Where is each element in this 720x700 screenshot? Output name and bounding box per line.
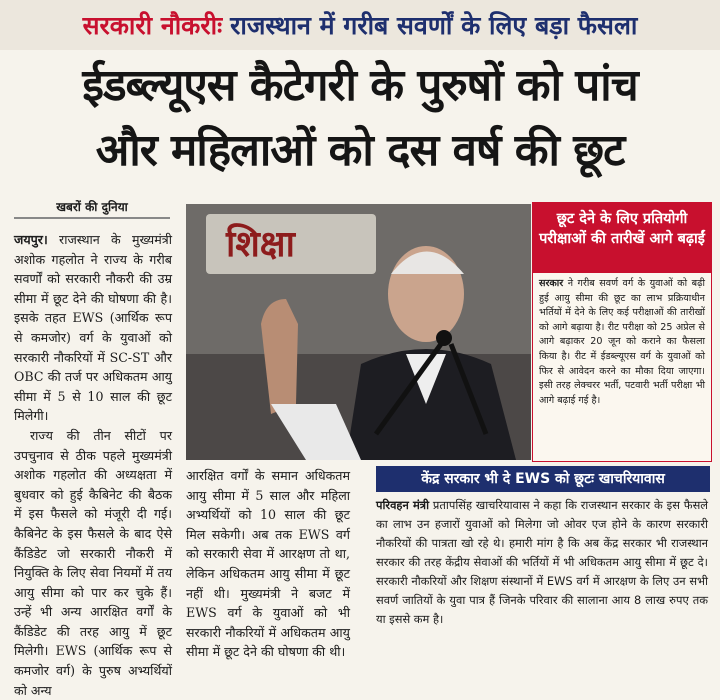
sidebar-exam-dates bbox=[532, 202, 712, 462]
sidebar-text: ने गरीब सवर्ण वर्ग के युवाओं को बढ़ी हुई आयु सीमा की छूट का लाभ प्रक्रियाधीन भर्तियों में देने के लिए कई परीक्षाओं की तारीखों को आगे बढ़ाया है। रीट परीक्षा को 25 अप्रेल से आगे बढ़ाकर 20 जून को कराने का फैसला किया है। रीट में ईडब्ल्यूएस वर्ग के युवाओं को फिर से आवेदन करने का मौका दिया जाएगा। इसी तरह लेक्चरर भर्ती, पटवारी भर्ती परीक्षा भी आगे बढ़ाई गई है। bbox=[539, 278, 705, 406]
sidebar-body bbox=[533, 273, 711, 412]
person-speaking-photo-icon bbox=[186, 204, 531, 460]
central-govt-lead: परिवहन मंत्री bbox=[376, 498, 430, 512]
story-column-1 bbox=[14, 230, 172, 700]
section-kicker: सरकारी नौकरीः bbox=[82, 11, 223, 40]
story-paragraph-1: राजस्थान के मुख्यमंत्री अशोक गहलोत ने राज्य के गरीब सवर्णों को सरकारी नौकरी की उम्र सीमा में छूट देने की घोषणा की है। इसके तहत EWS (आर्थिक रूप से कमजोर) वर्ग के युवाओं को सरकारी नौकरियों में SC-ST और OBC की तर्ज पर अधिकतम आयु सीमा में 5 से 10 साल की छूट मिलेगी। bbox=[14, 232, 172, 424]
story-paragraph-2: राज्य की तीन सीटों पर उपचुनाव से ठीक पहले मुख्यमंत्री अशोक गहलोत की अध्यक्षता में बुधवार को हुई कैबिनेट की बैठक में इस फैसले को मंजूरी दी गई। कैबिनेट के इस फैसले के बाद ऐसे कैंडिडेट जो सरकारी नौकरी में नियुक्ति के लिए सेवा नियमों में तय आयु सीमा को पार कर चुके हैं। उन्हें भी अन्य आरक्षित वर्गों के कैंडिडेट की तरह आयु में छूट मिलेगी। EWS (आर्थिक रूप से कमजोर वर्ग) के पुरुष अभ्यर्थियों को अन्य bbox=[14, 427, 172, 698]
central-govt-text: प्रतापसिंह खाचरियावास ने कहा कि राजस्थान सरकार के इस फैसले का लाभ उन हजारों युवाओं को मिलेगा जो ओवर एज होने के कारण सरकारी नौकरियों की पात्रता खो रहे थे। हमारी मांग है कि अब केंद्र सरकार भी राजस्थान सरकार की तरह केंद्रीय सेवाओं की भर्तियों में भी अधिकतम आयु सीमा में छूट दे। सरकारी नौकरियों और शिक्षण संस्थानों में EWS वर्ग में आरक्षण के लिए उन सभी सवर्ण जातियों के युवा पात्र हैं जिनके परिवार की सालाना आय 8 लाख रुपए तक या इससे कम है। bbox=[376, 498, 708, 626]
sidebar-heading: छूट देने के लिए प्रतियोगी परीक्षाओं की तारीखें आगे बढ़ाईं bbox=[533, 203, 711, 273]
story-paragraph-3: आरक्षित वर्गों के समान अधिकतम आयु सीमा में 5 साल और महिला अभ्यर्थियों को 10 साल की छूट मिल सकेगी। अब तक EWS वर्ग को सरकारी सेवा में आरक्षण तो था, लेकिन अधिकतम आयु सीमा में छूट नहीं थी। मुख्यमंत्री ने बजट में EWS वर्ग के युवाओं को भी सरकारी नौकरियों में अधिकतम आयु सीमा में छूट देने की घोषणा की थी। bbox=[186, 468, 350, 660]
dateline: जयपुर। bbox=[14, 232, 48, 247]
central-govt-body bbox=[376, 496, 708, 629]
sidebar-lead: सरकार bbox=[539, 278, 564, 289]
topic-strip bbox=[0, 0, 720, 50]
story-column-2 bbox=[186, 466, 350, 662]
central-govt-heading: केंद्र सरकार भी दे EWS को छूटः खाचरियावास bbox=[376, 466, 710, 492]
chief-minister-photo bbox=[186, 204, 531, 460]
headline-line-1: ईडब्ल्यूएस कैटेगरी के पुरुषों को पांच bbox=[82, 60, 638, 111]
topic-line: राजस्थान में गरीब सवर्णों के लिए बड़ा फैसला bbox=[230, 11, 638, 40]
headline-line-2: और महिलाओं को दस वर्ष की छूट bbox=[95, 125, 625, 176]
column-label: खबरों की दुनिया bbox=[14, 198, 170, 219]
photo-banner-text: शिक्षा bbox=[226, 224, 295, 265]
